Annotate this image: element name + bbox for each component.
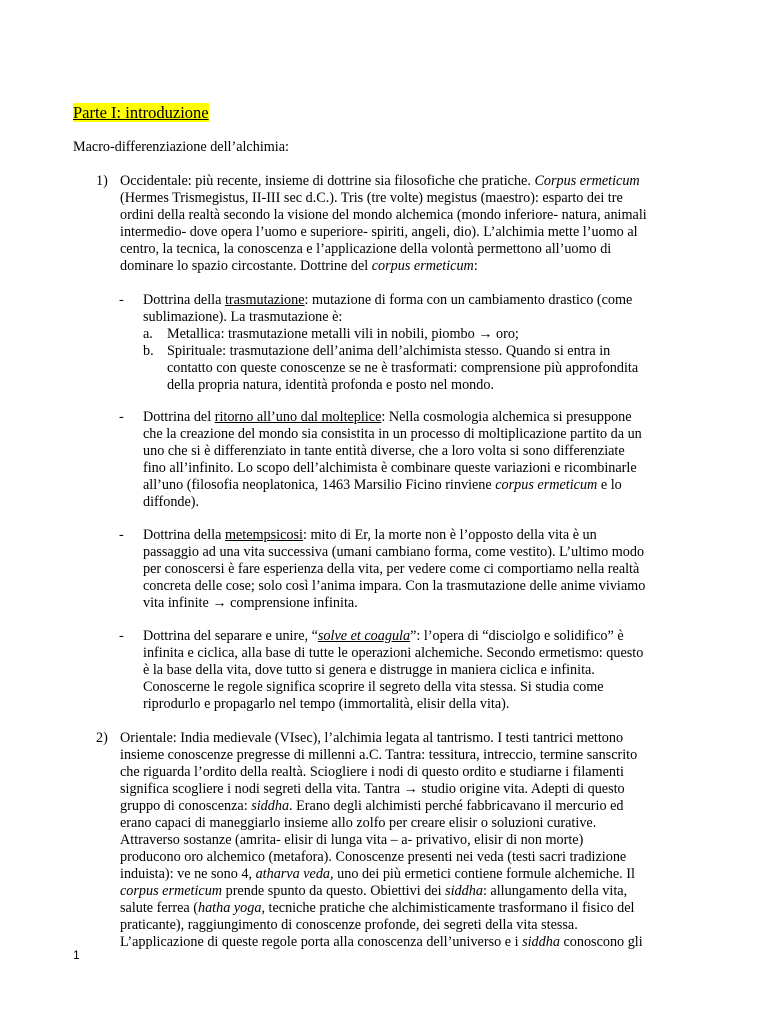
text-line: della propria natura, identità profonda e posto nel mondo. — [167, 377, 495, 393]
list-number: 2) — [96, 730, 108, 746]
text-line: praticante), raggiungimento di conoscenze profonde, dei segreti della vita stessa. — [120, 917, 578, 933]
text-line: all’uno (filosofia neoplatonica, 1463 Marsilio Ficino rinviene corpus ermeticum e lo — [143, 477, 622, 493]
list-number: 1) — [96, 173, 108, 189]
text-line: gruppo di conoscenza: siddha. Erano degli alchimisti perché fabbricavano il mercurio ed — [120, 798, 624, 814]
text-line: Spirituale: trasmutazione dell’anima dell’alchimista stesso. Quando si entra in — [167, 343, 611, 359]
bullet-dash: - — [119, 292, 124, 308]
text-line: fino all’infinito. Lo scopo dell’alchimista è combinare queste variazioni e ricombinarle — [143, 460, 637, 476]
text-line: contatto con queste conoscenze se ne è trasformati: comprensione più approfondita — [167, 360, 639, 376]
text-line: passaggio ad una vita successiva (umani cambiano forma, come vestito). L’ultimo modo — [143, 544, 645, 560]
bullet-dash: - — [119, 628, 124, 644]
text-line: per conoscersi è fare esperienza della vita, per vedere come ci comportiamo nella realtà — [143, 561, 640, 577]
text-line: concreta delle cose; solo così l’anima impara. Con la trasmutazione delle anime viviamo — [143, 578, 646, 594]
list-item-occidentale — [120, 173, 700, 275]
text-line: Orientale: India medievale (VIsec), l’alchimia legata al tantrismo. I testi tantrici mettono — [120, 730, 624, 746]
text-line: Attraverso sostanze (amrita- elisir di lunga vita – a- privativo, elisir di non morte) — [120, 832, 584, 848]
text-line: significa scogliere i nodi segreti della vita. Tantra → studio origine vita. Adepti di questo — [120, 781, 625, 797]
text-line: corpus ermeticum prende spunto da questo. Obiettivi dei siddha: allungamento della vita, — [120, 883, 628, 899]
text-line: producono oro alchemico (metafora). Conoscenze presenti nei veda (testi sacri tradizione — [120, 849, 627, 865]
text-line: salute ferrea (hatha yoga, tecniche pratiche che alchimisticamente trasformano il fisico del — [120, 900, 635, 916]
bullet-metempsicosi — [143, 527, 698, 612]
text-line: Metallica: trasmutazione metalli vili in nobili, piombo → oro; — [167, 326, 519, 342]
text-line: induista): ve ne sono 4, atharva veda, uno dei più ermetici contiene formule alchemiche. Il — [120, 866, 635, 882]
sub-item-metallica — [167, 326, 697, 343]
text-line: dominare lo spazio circostante. Dottrine del corpus ermeticum: — [120, 258, 478, 274]
text-line: sublimazione). La trasmutazione è: — [143, 309, 343, 325]
text-line: riprodurlo e propagarlo nel tempo (immortalità, elisir della vita). — [143, 696, 510, 712]
text-line: è la base della vita, dove tutto si genera e distrugge in maniera ciclica e infinita. — [143, 662, 595, 678]
sub-item-spirituale — [167, 343, 697, 394]
text-line: (Hermes Trismegistus, II-III sec d.C.). Tris (tre volte) megistus (maestro): esparto dei tre — [120, 190, 623, 206]
section-heading — [73, 103, 209, 123]
text-line: uno che si è differenziato in tante entità diverse, che a loro volta si sono differenziate — [143, 443, 625, 459]
sub-list-letter: b. — [143, 343, 154, 359]
text-line: Dottrina della metempsicosi: mito di Er, la morte non è l’opposto della vita è un — [143, 527, 597, 543]
bullet-ritorno-uno — [143, 409, 698, 511]
text-line: ordini della realtà secondo la visione del mondo alchemica (mondo inferiore- natura, animali — [120, 207, 647, 223]
text-line: infinita e ciclica, alla base di tutte le operazioni alchemiche. Secondo ermetismo: questo — [143, 645, 644, 661]
text-line: diffonde). — [143, 494, 200, 510]
text-line: L’applicazione di queste regole porta alla conoscenza dell’universo e i siddha conoscono gli — [120, 934, 643, 950]
text-line: Dottrina del separare e unire, “solve et coagula”: l’opera di “disciolgo e solidifico” è — [143, 628, 624, 644]
bullet-trasmutazione — [143, 292, 698, 326]
text-line: che riguarda l’ordito della realtà. Sciogliere i nodi di questo ordito e studiarne i filamenti — [120, 764, 624, 780]
bullet-dash: - — [119, 527, 124, 543]
list-item-orientale — [120, 730, 700, 951]
text-line: Conoscerne le regole significa scoprire il segreto della vita stessa. Si studia come — [143, 679, 604, 695]
text-line: insieme conoscenze pregresse di millenni a.C. Tantra: tessitura, intreccio, termine sanscrito — [120, 747, 638, 763]
text-line: Dottrina della trasmutazione: mutazione di forma con un cambiamento drastico (come — [143, 292, 633, 308]
text-line: Dottrina del ritorno all’uno dal molteplice: Nella cosmologia alchemica si presuppone — [143, 409, 632, 425]
text-line: vita infinite → comprensione infinita. — [143, 595, 358, 611]
sub-list-letter: a. — [143, 326, 153, 342]
text-line: intermedio- dove opera l’uomo e superiore- spiriti, angeli, dio). L’alchimia mette l’uomo al — [120, 224, 638, 240]
text-line: Occidentale: più recente, insieme di dottrine sia filosofiche che pratiche. Corpus ermeticum — [120, 173, 640, 189]
text-line: che la creazione del mondo sia consistita in un processo di moltiplicazione partito da un — [143, 426, 642, 442]
section-heading-text: Parte I: introduzione — [73, 103, 209, 122]
page-number: 1 — [73, 948, 80, 962]
text-line: centro, la tecnica, la conoscenza e l’applicazione della volontà permettono all’uomo di — [120, 241, 612, 257]
text-line: erano capaci di maneggiarlo insieme allo zolfo per creare elisir o soluzioni curative. — [120, 815, 597, 831]
bullet-solve-coagula — [143, 628, 698, 713]
section-subtitle: Macro-differenziazione dell’alchimia: — [73, 139, 289, 155]
bullet-dash: - — [119, 409, 124, 425]
